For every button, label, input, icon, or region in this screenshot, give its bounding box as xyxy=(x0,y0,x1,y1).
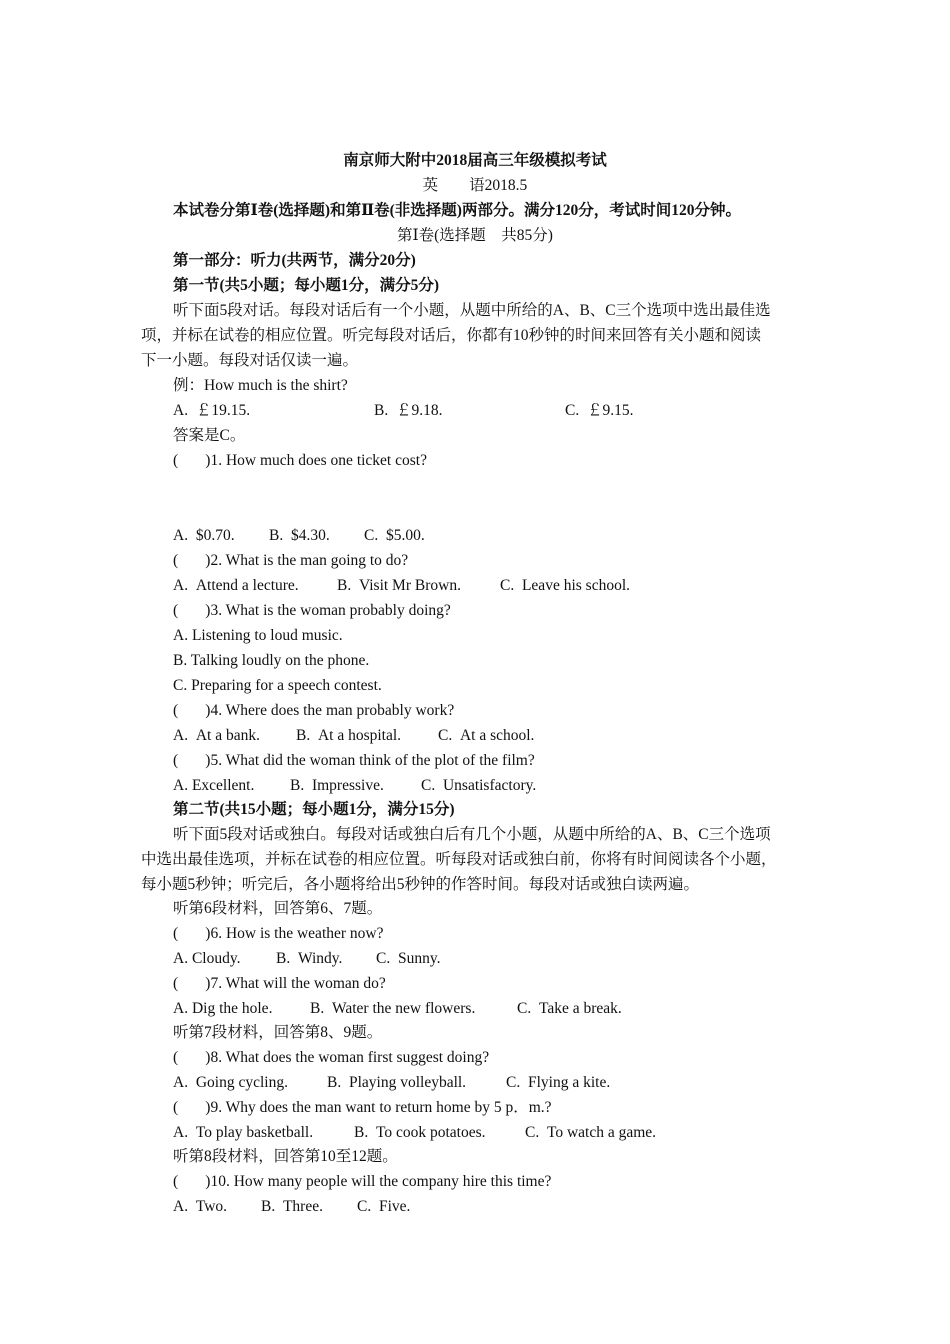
material-6-heading: 听第6段材料，回答第6、7题。 xyxy=(173,900,383,917)
example-option-b: B. ￡9.18. xyxy=(374,402,443,419)
q2-option-a: A. Attend a lecture. xyxy=(173,577,299,594)
material-7-heading: 听第7段材料，回答第8、9题。 xyxy=(173,1024,383,1041)
q4-option-a: A. At a bank. xyxy=(173,727,260,744)
section2-title: 第二节(共15小题；每小题1分，满分15分) xyxy=(173,801,455,818)
q9-option-a: A. To play basketball. xyxy=(173,1124,314,1141)
q8-option-c: C. Flying a kite. xyxy=(506,1074,611,1091)
instructions-line-1: 听下面5段对话。每段对话后有一个小题，从题中所给的A、B、C三个选项中选出最佳选 xyxy=(173,302,771,319)
example-option-c: C. ￡9.15. xyxy=(565,402,634,419)
question-10: ( )10. How many people will the company hire this time? xyxy=(173,1173,552,1190)
question-2: ( )2. What is the man going to do? xyxy=(173,552,409,569)
q5-option-c: C. Unsatisfactory. xyxy=(421,777,537,794)
q5-option-a: A. Excellent. xyxy=(173,777,255,794)
q4-option-b: B. At a hospital. xyxy=(296,727,402,744)
question-5: ( )5. What did the woman think of the plot of the film? xyxy=(173,752,535,769)
exam-subject: 英 语2018.5 xyxy=(422,177,528,194)
section2-instructions-line-3: 每小题5秒钟；听完后，各小题将给出5秒钟的作答时间。每段对话或独白读两遍。 xyxy=(141,876,700,893)
q10-option-b: B. Three. xyxy=(261,1198,323,1215)
exam-title: 南京师大附中2018届高三年级模拟考试 xyxy=(343,152,607,169)
q1-option-c: C. $5.00. xyxy=(364,527,425,544)
q7-option-b: B. Water the new flowers. xyxy=(310,1000,476,1017)
question-7: ( )7. What will the woman do? xyxy=(173,975,386,992)
material-8-heading: 听第8段材料，回答第10至12题。 xyxy=(173,1148,398,1165)
exam-intro: 本试卷分第Ⅰ卷(选择题)和第Ⅱ卷(非选择题)两部分。满分120分，考试时间120分钟。 xyxy=(173,202,741,219)
q9-option-c: C. To watch a game. xyxy=(525,1124,657,1141)
q7-option-c: C. Take a break. xyxy=(517,1000,622,1017)
example-question: 例：How much is the shirt? xyxy=(173,377,348,394)
q2-option-b: B. Visit Mr Brown. xyxy=(337,577,461,594)
q6-option-b: B. Windy. xyxy=(276,950,343,967)
q6-option-a: A. Cloudy. xyxy=(173,950,241,967)
question-3: ( )3. What is the woman probably doing? xyxy=(173,602,451,619)
example-option-a: A. ￡19.15. xyxy=(173,402,251,419)
question-1: ( )1. How much does one ticket cost? xyxy=(173,452,427,469)
q2-option-c: C. Leave his school. xyxy=(500,577,631,594)
q10-option-a: A. Two. xyxy=(173,1198,228,1215)
q8-option-b: B. Playing volleyball. xyxy=(327,1074,467,1091)
q4-option-c: C. At a school. xyxy=(438,727,535,744)
section2-instructions-line-1: 听下面5段对话或独白。每段对话或独白后有几个小题，从题中所给的A、B、C三个选项 xyxy=(173,826,771,843)
q3-option-c: C. Preparing for a speech contest. xyxy=(173,677,382,694)
q5-option-b: B. Impressive. xyxy=(290,777,384,794)
q8-option-a: A. Going cycling. xyxy=(173,1074,288,1091)
question-9: ( )9. Why does the man want to return home by 5 p．m.? xyxy=(173,1099,552,1116)
instructions-line-2: 项，并标在试卷的相应位置。听完每段对话后，你都有10秒钟的时间来回答有关小题和阅读 xyxy=(141,327,762,344)
example-answer: 答案是C。 xyxy=(173,427,246,444)
part1-title: 第一部分：听力(共两节，满分20分) xyxy=(173,252,416,269)
section1-title: 第一节(共5小题；每小题1分，满分5分) xyxy=(173,277,440,294)
volume-heading: 第Ⅰ卷(选择题 共85分) xyxy=(397,227,553,244)
q10-option-c: C. Five. xyxy=(357,1198,411,1215)
q3-option-b: B. Talking loudly on the phone. xyxy=(173,652,370,669)
q3-option-a: A. Listening to loud music. xyxy=(173,627,343,644)
instructions-line-3: 下一小题。每段对话仅读一遍。 xyxy=(141,352,359,369)
q1-option-b: B. $4.30. xyxy=(269,527,330,544)
question-8: ( )8. What does the woman first suggest doing? xyxy=(173,1049,490,1066)
q7-option-a: A. Dig the hole. xyxy=(173,1000,273,1017)
question-4: ( )4. Where does the man probably work? xyxy=(173,702,455,719)
question-6: ( )6. How is the weather now? xyxy=(173,925,384,942)
section2-instructions-line-2: 中选出最佳选项，并标在试卷的相应位置。听每段对话或独白前，你将有时间阅读各个小题， xyxy=(141,851,777,868)
q1-option-a: A. $0.70. xyxy=(173,527,235,544)
q9-option-b: B. To cook potatoes. xyxy=(354,1124,486,1141)
q6-option-c: C. Sunny. xyxy=(376,950,441,967)
